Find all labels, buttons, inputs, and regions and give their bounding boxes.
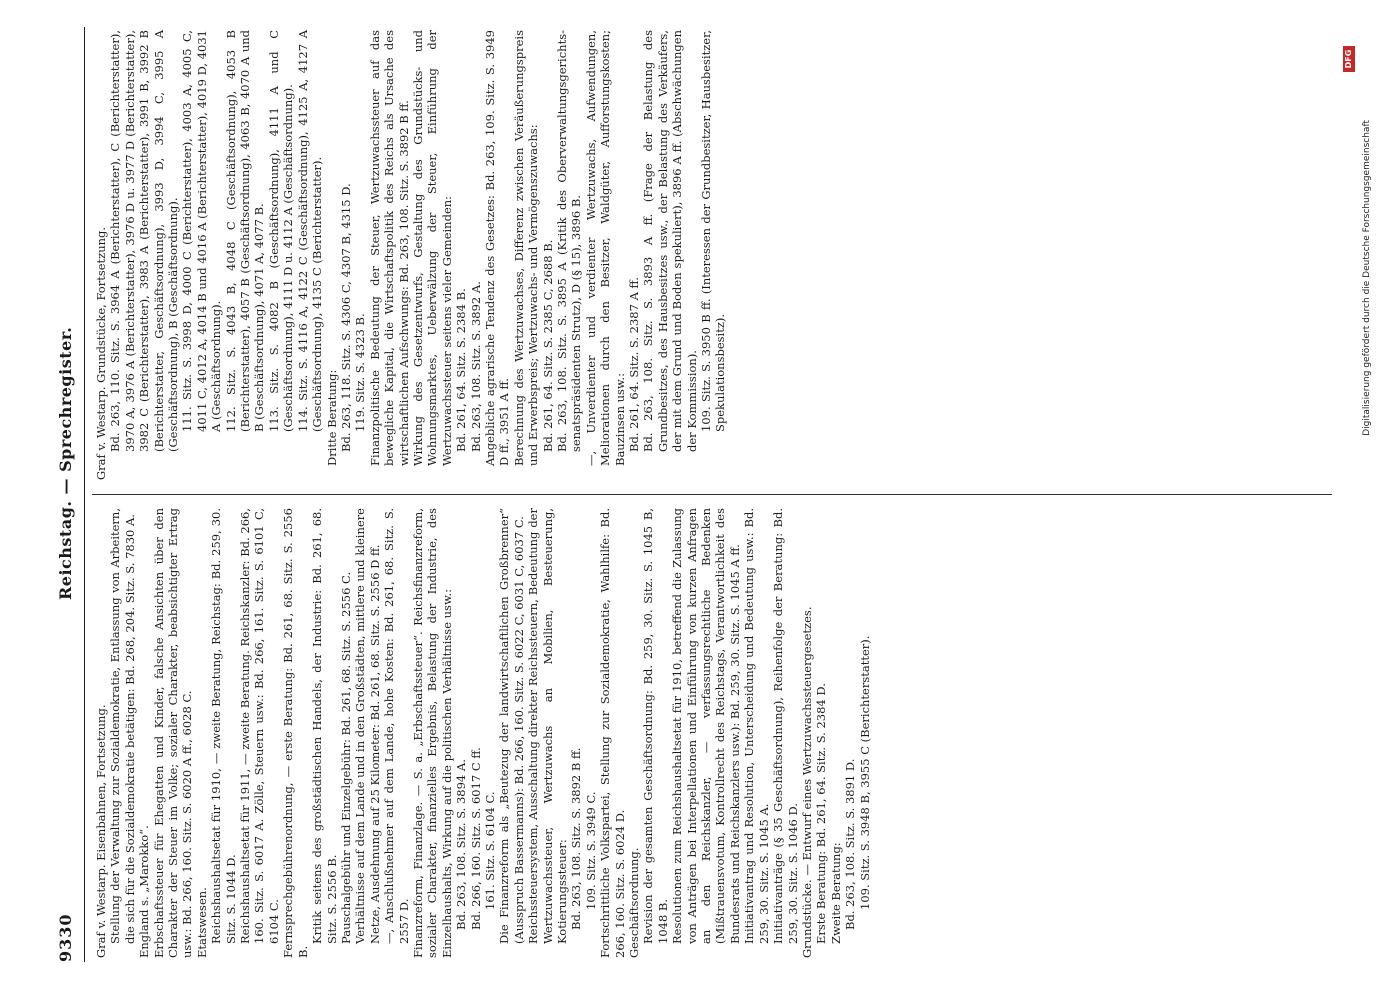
register-entry: England s. „Marokko“. [137,825,152,958]
register-entry: Bd. 263, 108. Sitz. S. 3894 A. [454,759,469,930]
register-entry: Initiativanträge (§ 35 Geschäftsordnung), Reihenfolge der Beratung: Bd. 259, 30. Sitz. S. 1046 D. [771,508,800,944]
register-entry: 161. Sitz. S. 6104 C. [482,791,497,910]
register-entry: Erste Beratung: Bd. 261, 64. Sitz. S. 2384 D. [814,683,829,944]
register-entry: Bd. 263, 108. Sitz. S. 3891 D. [843,758,858,930]
header-rule [84,27,85,962]
register-entry: Bd. 261, 64. Sitz. S. 2385 C, 2688 B. [540,239,555,452]
register-entry: Reichssteuersystem, Ausschaltung direkter Reichssteuern, Bedeutung der Wertzuwachssteuer, Wertzuwachs an Mobilien, Besteuerung, Kotierungssteuer: [526,508,569,944]
register-entry: Bd. 263, 110. Sitz. S. 3964 A (Berichterstatter), C (Berichterstatter), 3970 A, 3976 A (Berichterstatter), 3976 D u. 3977 D (Berichterstatter), 3982 C (Berichterstatter), 3983 A (Berichterstatter), 3991 B, 3992 B (Berichterstatter, Geschäftsordnung), 3993 D, 3994 C, 3995 A (Geschäftsordnung), B (Geschäftsordnung). [108,30,181,452]
register-entry: Etatswesen. [194,887,209,958]
digitization-note: Digitalisierung gefördert durch die Deutsche Forschungsgemeinschaft [1362,120,1372,436]
register-entry: Graf v. Westarp. Eisenbahnen, Fortsetzung. [94,704,108,958]
register-entry: 109. Sitz. S. 3949 C. [583,791,598,910]
register-entry: Wirkung des Gesetzentwurfs, Gestaltung des Grundstücks- und Wohnungsmarktes, Ueberwälzung der Steuer, Einführung der Wertzuwachssteuer seitens vieler Gemeinden: [410,30,454,466]
register-entry: 113. Sitz. S. 4082 B (Geschäftsordnung), 4111 A und C (Geschäftsordnung), 4111 D u. 4112 A (Geschäftsordnung). [266,30,296,432]
register-entry: 119. Sitz. S. 4323 B. [353,313,368,432]
register-entry: 114. Sitz. S. 4116 A, 4122 C (Geschäftsordnung), 4125 A, 4127 A (Geschäftsordnung), 4135 C (Berichterstatter). [295,30,325,432]
register-entry: Revision der gesamten Geschäftsordnung: Bd. 259, 30. Sitz. S. 1045 B, 1048 B. [641,508,670,944]
register-entry: Angebliche agrarische Tendenz des Gesetzes: Bd. 263, 109. Sitz. S. 3949 D ff., 3951 A ff. [482,30,512,466]
register-entry: Reichshaushaltsetat für 1910, — zweite Beratung, Reichstag: Bd. 259, 30. Sitz. S. 1044 D. [209,508,238,944]
register-entry: Zweite Beratung: [828,842,843,944]
register-entry: Geschäftsordnung. [627,847,642,958]
left-column [94,508,872,958]
register-entry: Pauschalgebühr und Einzelgebühr: Bd. 261, 68. Sitz. S. 2556 C. [338,571,353,944]
register-entry: Initiativantrag und Resolution, Unterscheidung und Bedeutung usw.: Bd. 259, 30. Sitz. S. 1045 A. [742,508,771,944]
register-entry: Bd. 263, 108. Sitz. S. 3892 A. [468,281,483,452]
register-entry: Berechnung des Wertzuwachses, Differenz zwischen Veräußerungspreis und Erwerbspreis; Wertzuwachs- und Vermögenszuwachs: [511,30,541,466]
dfg-badge [1343,0,1383,72]
page-number: 9330 [56,913,75,962]
register-entry: Bd. 266, 160. Sitz. S. 6017 C ff. [468,747,483,930]
register-entry: Erbschaftssteuer für Ehegatten und Kinder, falsche Ansichten über den Charakter der Steuer im Volke; sozialer Charakter, beabsichtigter Ertrag usw.: Bd. 266, 160. Sitz. S. 6020 A ff., 6028 C. [151,508,195,958]
register-entry: Bd. 263, 108. Sitz. S. 3892 B ff. [569,747,584,930]
register-entry: Bd. 263, 118. Sitz. S. 4306 C, 4307 B, 4315 D. [338,183,353,452]
register-entry: Grundstücke. — Entwurf eines Wertzuwachssteuergesetzes. [799,606,814,958]
register-entry: Dritte Beratung: [324,369,339,466]
register-entry: 112. Sitz. S. 4043 B, 4048 C (Geschäftsordnung), 4053 B (Berichterstatter), 4057 B (Geschäftsordnung), 4063 B, 4070 A und B (Geschäftsordnung), 4071 A, 4077 B. [223,30,267,432]
register-entry: Finanzreform, Finanzlage. — S. a. „Erbschaftssteuer“. Reichsfinanzreform, sozialer Charakter, finanzielles Ergebnis, Belastung der Industrie, des Einzelhaushalts, Wirkung auf die politischen Verhältnisse usw.: [410,508,454,958]
dfg-logo: DFG [1343,46,1355,72]
register-entry: Die Finanzreform als „Beutezug der landwirtschaftlichen Großbrenner“ (Ausspruch Bassermanns): Bd. 266, 160. Sitz. S. 6022 C, 6031 C, 6037 C. [497,508,526,944]
register-entry: Finanzpolitische Bedeutung der Steuer, Wertzuwachssteuer auf das bewegliche Kapital, die Wirtschaftspolitik des Reichs als Ursache des wirtschaftlichen Aufschwungs: Bd. 263, 108. Sitz. S. 3892 B ff. [367,30,411,466]
column-divider [92,494,1332,495]
register-entry: —, Unverdienter und verdienter Wertzuwachs, Aufwendungen, Meliorationen durch den Besitzer, Waldgüter, Aufforstungskosten; Bauzinsen usw.: [583,30,627,466]
register-entry: Verhältnisse auf dem Lande und in den Großstädten, mittlere und kleinere Netze, Ausdehnung auf 25 Kilometer: Bd. 261, 68. Sitz. S. 2556 D ff. [353,508,382,944]
register-entry: Stellung der Verwaltung zur Sozialdemokratie, Entlassung von Arbeitern, die sich für die Sozialdemokratie betätigen: Bd. 268, 204. Sitz. S. 7830 A. [108,508,137,944]
register-entry: Bd. 263, 108. Sitz. S. 3893 A ff. (Frage der Belastung des Grundbesitzes, des Hausbesitzes usw., der Belastung des Verkäufers, der mit dem Grund und Boden spekuliert), 3896 A ff. (Abschwächungen der Kommission). [641,30,699,452]
register-entry: Kritik seitens des großstädtischen Handels, der Industrie: Bd. 261, 68. Sitz. S. 2556 B. [310,508,339,944]
register-entry: —, Anschlußnehmer auf dem Lande, hohe Kosten: Bd. 261, 68. Sitz. S. 2557 D. [382,508,411,944]
register-entry: 111. Sitz. S. 3998 D, 4000 C (Berichterstatter), 4003 A, 4005 C, 4011 C, 4012 A, 4014 B und 4016 A (Berichterstatter), 4019 D, 4031 A (Geschäftsordnung). [180,30,224,432]
register-entry: Bd. 263, 108. Sitz. S. 3895 A (Kritik des Oberverwaltungsgerichts-senatspräsidenten Strutz), D (§ 15), 3896 B. [555,30,584,452]
page-title: Reichstag. — Sprechregister. [56,326,75,600]
register-entry: Fernsprechgebührenordnung, — erste Beratung: Bd. 261, 68. Sitz. S. 2556 B. [281,508,310,958]
register-entry: Resolutionen zum Reichshaushaltsetat für 1910, betreffend die Zulassung von Anträgen bei Interpellationen und Einführung von kurzen Anfragen an den Reichskanzler, — verfassungsrechtliche Bedenken (Mißtrauensvotum, Kontrollrecht des Reichstags, Verantwortlichkeit des Bundesrats und Reichskanzlers usw.): Bd. 259, 30. Sitz. S. 1045 A ff. [670,508,742,944]
register-entry: 109. Sitz. S. 3950 B ff. (Interessen der Grundbesitzer, Hausbesitzer, Spekulationsbesitz). [699,30,728,432]
register-entry: Reichshaushaltsetat für 1911, — zweite Beratung. Reichskanzler: Bd. 266, 160. Sitz. S. 6017 A. Zölle, Steuern usw.: Bd. 266, 161. Sitz. S. 6101 C, 6104 C. [238,508,281,944]
register-entry: 109. Sitz. S. 3948 B, 3955 C (Berichterstatter). [857,635,872,910]
register-entry: Graf v. Westarp. Grundstücke, Fortsetzung. [94,226,108,480]
register-entry: Fortschrittliche Volkspartei, Stellung zur Sozialdemokratie, Wahlhilfe: Bd. 266, 160. Sitz. S. 6024 D. [598,508,627,958]
register-entry: Bd. 261, 64. Sitz. S. 2387 A ff. [627,277,642,452]
running-head [0,0,90,1000]
right-column [94,30,728,480]
register-entry: Bd. 261, 64. Sitz. S. 2384 B. [454,288,469,452]
